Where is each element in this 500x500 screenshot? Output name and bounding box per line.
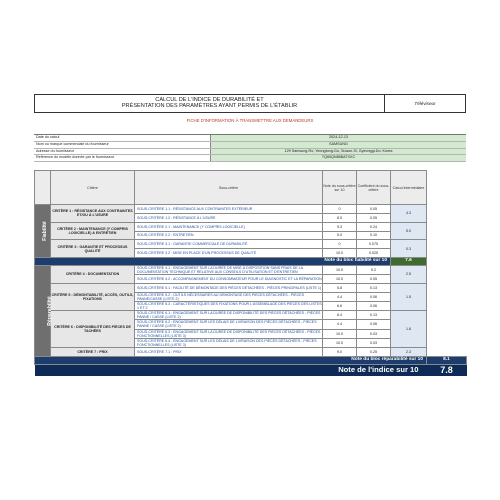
info-value: TQ65QN85BATXXC: [211, 155, 466, 161]
note-value: 5.0: [323, 231, 357, 240]
table-row: [35, 205, 467, 214]
coef-value: 0.05: [357, 213, 391, 222]
fiche-title: FICHE D'INFORMATION À TRANSMETTRE AUX DEMANDEURS: [186, 118, 314, 123]
info-label: Adresse du fournisseur: [34, 149, 211, 155]
note-value: 0: [323, 205, 357, 214]
category-fiabilite: [35, 205, 51, 258]
info-value: SAMSUNG: [211, 142, 466, 148]
note-value: 10.0: [323, 275, 357, 284]
col-header-sous-critere: Sous-critère: [135, 171, 323, 205]
criterion-name: CRITÈRE 2 : MAINTENANCE (Y COMPRIS LOGICIELLE) & ENTRETIEN: [51, 222, 135, 240]
category-reparabilite: [35, 265, 51, 356]
criterion-name: CRITÈRE 7 : PRIX: [51, 347, 135, 356]
info-value: 2024-12-13: [211, 135, 466, 141]
calc-value: 2.3: [391, 347, 427, 356]
table-row: [35, 347, 467, 356]
coef-value: 0.05: [357, 275, 391, 284]
coef-value: 0.06: [357, 301, 391, 310]
fiabilite-total-value: 7.6: [391, 257, 427, 265]
criterion-name: CRITÈRE 1 : RÉSISTANCE AUX CONTRAINTES ET/OU À L'USURE: [51, 205, 135, 223]
col-header-calcul: Calcul intermédiaire: [391, 171, 427, 205]
header-title: [35, 95, 385, 112]
info-row: [34, 149, 466, 156]
subcriterion-label: SOUS-CRITÈRE 5.1 : FACILITÉ DE DÉMONTAGE DES PIÈCES DÉTACHÉES - PIÈCES PRINCIPALES (LISTE 1): [135, 283, 323, 292]
reparabilite-total-row: [35, 356, 467, 364]
table-header-row: [35, 171, 467, 205]
note-value: 6.6: [323, 301, 357, 310]
subcriterion-label: SOUS-CRITÈRE 5.3 : CARACTÉRISTIQUES DES FIXATIONS POUR L'ASSEMBLAGE DES PIÈCES DES LISTES 1 ET 2: [135, 301, 323, 310]
subcriterion-label: SOUS-CRITÈRE 3.2 : MISE EN PLACE D'UN PROCESSUS DE QUALITÉ: [135, 249, 323, 258]
table-row: [35, 283, 467, 292]
info-row: [34, 155, 466, 162]
note-value: 10.0: [323, 338, 357, 347]
coef-value: 0.25: [357, 347, 391, 356]
info-value: 129 Samsung-Ro, Yeongtong-Gu, Suwon-Si, Gyeonggi-Do, Korea: [211, 149, 466, 155]
coef-value: 0.03: [357, 338, 391, 347]
indice-total-value: 7.8: [427, 364, 467, 376]
coef-value: 0.24: [357, 222, 391, 231]
note-value: 10.0: [323, 329, 357, 338]
criterion-name: CRITÈRE 4 : DOCUMENTATION: [51, 265, 135, 283]
table-row: [35, 311, 467, 320]
note-value: 10.0: [323, 265, 357, 274]
subcriterion-label: SOUS-CRITÈRE 4.1 : ENGAGEMENT SUR LA DURÉE DE MISE À DISPOSITION SANS FRAIS DE LA DOCUMENTATION TECHNIQUE ET RELATIVE AUX CONSEILS D'UTILISATION ET D'ENTRETIEN: [135, 265, 323, 274]
note-value: 0: [323, 240, 357, 249]
criterion-name: CRITÈRE 3 : GARANTIE ET PROCESSUS QUALITÉ: [51, 240, 135, 258]
product-type: Téléviseur: [414, 101, 436, 106]
col-header-critere: Critère: [51, 171, 135, 205]
subcriterion-label: SOUS-CRITÈRE 1.2 : RÉSISTANCE À L'USURE: [135, 213, 323, 222]
table-row: [35, 222, 467, 231]
table-row: [35, 240, 467, 249]
coef-value: 0.025: [357, 249, 391, 258]
subcriterion-label: SOUS-CRITÈRE 6.3 : ENGAGEMENT SUR LA DURÉE DE DISPONIBILITÉ DES PIÈCES DÉTACHÉES - PIÈCES FONCTIONNELLES (LISTE 3): [135, 329, 323, 338]
subcriterion-label: SOUS-CRITÈRE 6.4 : ENGAGEMENT SUR LES DÉLAIS DE LIVRAISON DES PIÈCES DÉTACHÉES - PIÈCES FONCTIONNELLES (LISTE 3): [135, 338, 323, 347]
info-table: [34, 134, 466, 162]
coef-value: 0.2: [357, 265, 391, 274]
note-value: 10.0: [323, 249, 357, 258]
coef-value: 0.075: [357, 240, 391, 249]
calc-value: 5.0: [391, 222, 427, 240]
coef-value: 0.06: [357, 320, 391, 329]
subcriterion-label: SOUS-CRITÈRE 7.1 : PRIX: [135, 347, 323, 356]
coef-value: 0.10: [357, 231, 391, 240]
header-title-line1: CALCUL DE L'INDICE DE DURABILITÉ ET: [155, 96, 264, 103]
note-value: 8.5: [323, 213, 357, 222]
table-row: [35, 265, 467, 274]
subcriterion-label: SOUS-CRITÈRE 2.1 : MAINTENANCE (Y COMPRIS LOGICIELLE): [135, 222, 323, 231]
info-label: Date du calcul: [34, 135, 211, 141]
category-label: Fiabilité: [41, 221, 48, 241]
reparabilite-total-value: 8.1: [427, 356, 467, 364]
note-value: 6.4: [323, 311, 357, 320]
coef-value: 0.13: [357, 311, 391, 320]
calc-value: 1.5: [391, 283, 427, 310]
spacer-cell: [427, 265, 467, 356]
info-row: [34, 142, 466, 149]
criterion-name: CRITÈRE 6 : DISPONIBILITÉ DES PIÈCES DE TACHÉES: [51, 311, 135, 348]
fiabilite-total-row: [35, 257, 467, 265]
indice-total-label: Note de l'indice sur 10: [35, 364, 427, 376]
reparabilite-total-label: Note du bloc réparabilité sur 10: [35, 356, 427, 364]
subcriterion-label: SOUS-CRITÈRE 3.1 : GARANTIE COMMERCIALE DE DURABILITÉ: [135, 240, 323, 249]
criterion-name: CRITÈRE 5 : DÉMONTABILITÉ, ACCÈS, OUTILS, FIXATIONS: [51, 283, 135, 310]
coef-value: 0.06: [357, 292, 391, 301]
spacer-cell: [427, 257, 467, 265]
spacer-cell: [427, 205, 467, 258]
coef-value: 0.13: [357, 283, 391, 292]
info-row: [34, 135, 466, 142]
score-table: [34, 170, 467, 375]
header: [34, 94, 466, 113]
note-value: 4.4: [323, 320, 357, 329]
category-label: Réparabilité: [46, 295, 53, 326]
header-empty: [35, 171, 51, 205]
note-value: 4.4: [323, 292, 357, 301]
note-value: 5.8: [323, 283, 357, 292]
calc-value: 4.3: [391, 205, 427, 223]
fiabilite-total-label: Note du bloc fiabilité sur 10: [35, 257, 391, 265]
coef-value: 0.03: [357, 329, 391, 338]
calc-value: 1.8: [391, 311, 427, 348]
header-title-line2: PRÉSENTATION DES PARAMÈTRES AYANT PERMIS DE L'ÉTABLIR: [121, 103, 298, 109]
info-label: Référence du modèle donnée par le fournisseur: [34, 155, 211, 161]
calc-value: 2.5: [391, 265, 427, 283]
coef-value: 0.05: [357, 205, 391, 214]
durability-sheet: [34, 94, 466, 376]
col-header-note: Note du sous-critère sur 10: [323, 171, 357, 205]
header-spacer: [427, 171, 467, 205]
subcriterion-label: SOUS-CRITÈRE 6.2 : ENGAGEMENT SUR LES DÉLAIS DE LIVRAISON DES PIÈCES DÉTACHÉES - PIÈCES PANNE / CASSE (LISTE 2): [135, 320, 323, 329]
note-value: 9.0: [323, 347, 357, 356]
calc-value: 0.3: [391, 240, 427, 258]
subcriterion-label: SOUS-CRITÈRE 4.2 : ACCOMPAGNEMENT DU CONSOMMATEUR POUR LE DIAGNOSTIC ET LA RÉPARATION: [135, 275, 323, 284]
subcriterion-label: SOUS-CRITÈRE 1.1 : RÉSISTANCE AUX CONTRAINTES EXTÉRIEUR: [135, 205, 323, 214]
subcriterion-label: SOUS-CRITÈRE 2.2 : ENTRETIEN: [135, 231, 323, 240]
info-label: Nom ou marque commerciale du fournisseur: [34, 142, 211, 148]
subcriterion-label: SOUS-CRITÈRE 5.2 : OUTILS NÉCESSAIRES AU DÉMONTAGE DES PIÈCES DÉTACHÉES - PIÈCES PANNE/CASSE (LISTE 2): [135, 292, 323, 301]
indice-total-row: [35, 364, 467, 376]
col-header-coef: Coefficient du sous-critère: [357, 171, 391, 205]
subcriterion-label: SOUS-CRITÈRE 6.1 : ENGAGEMENT SUR LA DURÉE DE DISPONIBILITÉ DES PIÈCES DÉTACHÉES - PIÈCES PANNE / CASSE (LISTE 2): [135, 311, 323, 320]
note-value: 9.3: [323, 222, 357, 231]
